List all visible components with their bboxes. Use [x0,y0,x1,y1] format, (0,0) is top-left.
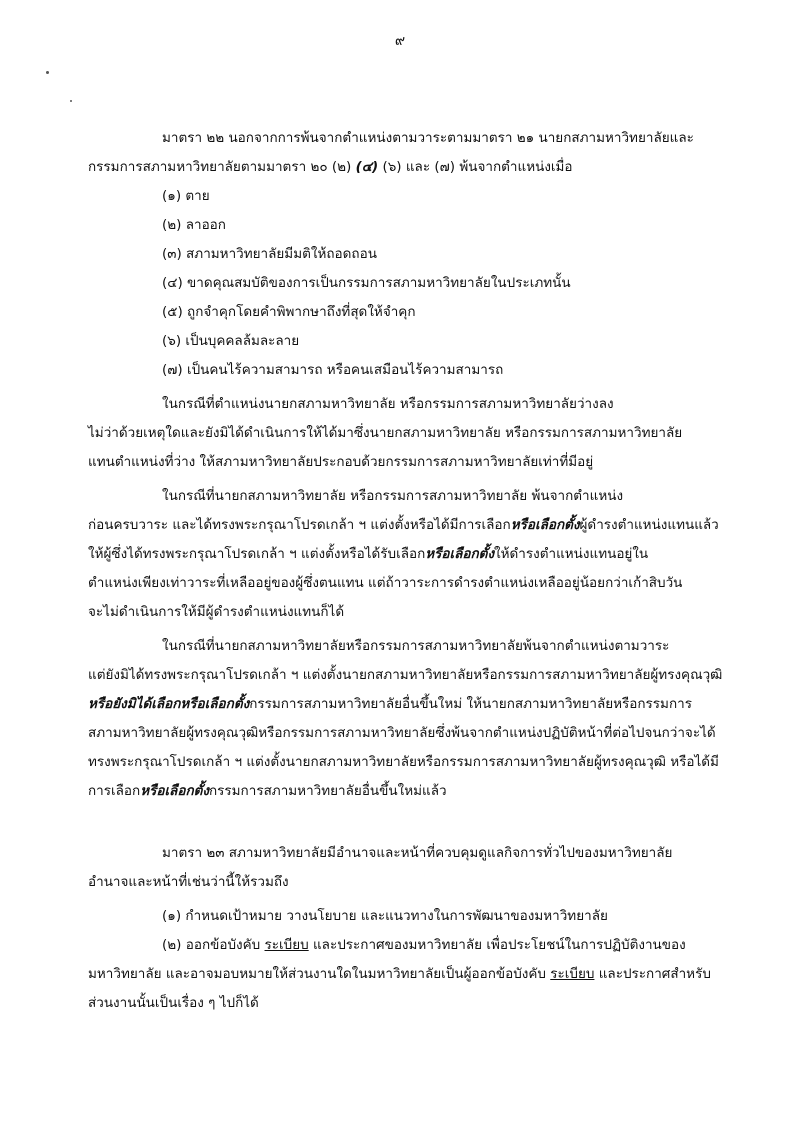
paragraph-line [88,694,692,714]
paragraph-line [88,544,648,564]
paragraph-line: ไม่ว่าด้วยเหตุใดและยังมิได้ดำเนินการให้ได้มาซึ่งนายกสภามหาวิทยาลัย หรือกรรมการสภามหาวิทยาลัย [88,425,683,441]
page-number: ๙ [394,33,406,49]
paragraph-line: แทนตำแหน่งที่ว่าง ให้สภามหาวิทยาลัยประกอบด้วยกรรมการสภามหาวิทยาลัยเท่าที่มีอยู่ [88,454,594,470]
emphasis: หรือเลือกตั้ง [180,696,250,712]
list-item: (๗) เป็นคนไร้ความสามารถ หรือคนเสมือนไร้ความสามารถ [162,362,504,378]
list-item: (๓) สภามหาวิทยาลัยมีมติให้ถอดถอน [162,246,377,262]
text: ให้ผู้ซึ่งได้ทรงพระกรุณาโปรดเกล้า ฯ แต่งตั้งหรือได้รับเลือก [88,546,426,562]
list-item: (๖) เป็นบุคคลล้มละลาย [162,333,300,349]
text: และประกาศสำหรับ [594,966,711,982]
underlined-term: ระเบียบ [550,966,595,982]
paragraph-line: ในกรณีที่ตำแหน่งนายกสภามหาวิทยาลัย หรือกรรมการสภามหาวิทยาลัยว่างลง [162,396,614,412]
list-item: (๔) ขาดคุณสมบัติของการเป็นกรรมการสภามหาวิทยาลัยในประเภทนั้น [162,275,571,291]
underlined-term: ระเบียบ [264,937,309,953]
list-item: (๑) กำหนดเป้าหมาย วางนโยบาย และแนวทางในการพัฒนาของมหาวิทยาลัย [162,908,608,924]
paragraph-line: ส่วนงานนั้นเป็นเรื่อง ๆ ไปก็ได้ [88,995,259,1011]
text: การเลือก [88,783,141,799]
paragraph-line: ในกรณีที่นายกสภามหาวิทยาลัยหรือกรรมการสภามหาวิทยาลัยพ้นจากตำแหน่งตามวาระ [162,638,670,654]
text: มหาวิทยาลัย และอาจมอบหมายให้ส่วนงานใดในมหาวิทยาลัยเป็นผู้ออกข้อบังคับ [88,966,551,982]
section-22-line-1: มาตรา ๒๒ นอกจากการพ้นจากตำแหน่งตามวาระตามมาตรา ๒๑ นายกสภามหาวิทยาลัยและ [162,130,694,146]
paragraph-line: จะไม่ดำเนินการให้มีผู้ดำรงตำแหน่งแทนก็ได้ [88,604,345,620]
text: หรือยังมิได้เลือก [88,696,181,712]
paragraph-line: ในกรณีที่นายกสภามหาวิทยาลัย หรือกรรมการสภามหาวิทยาลัย พ้นจากตำแหน่ง [162,488,624,504]
text: กรรมการสภามหาวิทยาลัยตามมาตรา ๒๐ (๒) [88,159,356,175]
emphasis: หรือเลือกตั้ง [510,517,580,533]
text: ก่อนครบวาระ และได้ทรงพระกรุณาโปรดเกล้า ฯ แต่งตั้งหรือได้มีการเลือก [88,517,511,533]
list-item: (๒) ลาออก [162,217,226,233]
paragraph-line: ตำแหน่งเพียงเท่าวาระที่เหลืออยู่ของผู้ซึ่งตนแทน แต่ถ้าวาระการดำรงตำแหน่งเหลืออยู่น้อยกว่าเก้าสิบวัน [88,575,683,591]
list-item: (๑) ตาย [162,188,210,204]
text: ผู้ดำรงตำแหน่งแทนแล้ว [579,517,719,533]
section-23-line-1: มาตรา ๒๓ สภามหาวิทยาลัยมีอำนาจและหน้าที่ควบคุมดูแลกิจการทั่วไปของมหาวิทยาลัย [162,845,673,861]
paragraph-line: ทรงพระกรุณาโปรดเกล้า ฯ แต่งตั้งนายกสภามหาวิทยาลัยหรือกรรมการสภามหาวิทยาลัยผู้ทรงคุณวุฒิ หรือได้มี [88,754,719,770]
list-item [162,935,686,955]
text: กรรมการสภามหาวิทยาลัยอื่นขึ้นใหม่แล้ว [208,783,447,799]
paragraph-line: แต่ยังมิได้ทรงพระกรุณาโปรดเกล้า ฯ แต่งตั้งนายกสภามหาวิทยาลัยหรือกรรมการสภามหาวิทยาลัยผู้ทรงคุณวุฒิ [88,667,723,683]
paragraph-line [88,781,447,801]
section-23-line-2: อำนาจและหน้าที่เช่นว่านี้ให้รวมถึง [88,874,289,890]
section-22-line-2 [88,157,573,177]
text: กรรมการสภามหาวิทยาลัยอื่นขึ้นใหม่ ให้นายกสภามหาวิทยาลัยหรือกรรมการ [249,696,692,712]
emphasis: หรือเลือกตั้ง [425,546,495,562]
text: และประกาศของมหาวิทยาลัย เพื่อประโยชน์ในการปฏิบัติงานของ [308,937,686,953]
paragraph-line [88,515,719,535]
list-item: (๕) ถูกจำคุกโดยคำพิพากษาถึงที่สุดให้จำคุก [162,304,416,320]
text: ให้ดำรงตำแหน่งแทนอยู่ใน [494,546,649,562]
paragraph-line [88,964,711,984]
emphasis: หรือเลือกตั้ง [140,783,209,799]
paragraph-line: สภามหาวิทยาลัยผู้ทรงคุณวุฒิหรือกรรมการสภามหาวิทยาลัยซึ่งพ้นจากตำแหน่งปฏิบัติหน้าที่ต่อไปจนกว่าจะได้ [88,725,716,741]
scan-speck [70,100,72,102]
text: (๒) ออกข้อบังคับ [162,937,265,953]
scan-speck [46,71,49,74]
amended-mark: (๔) [355,159,379,175]
text: (๖) และ (๗) พ้นจากตำแหน่งเมื่อ [378,159,573,175]
